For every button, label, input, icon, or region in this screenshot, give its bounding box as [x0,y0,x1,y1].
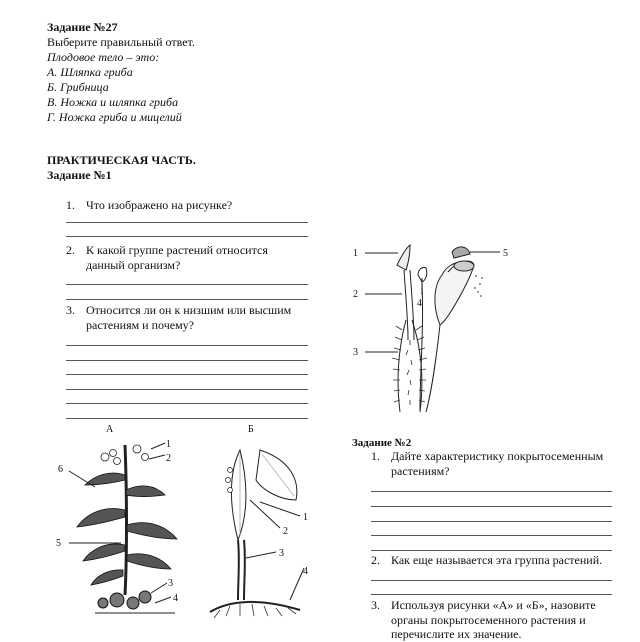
question-number: 3. [371,598,380,612]
plant-a-label: 2 [166,453,171,464]
question-text: перечислите их значение. [391,627,522,641]
question-number: 2. [66,243,75,257]
answer-line[interactable] [66,360,308,361]
question-text: К какой группе растений относится [86,243,268,257]
answer-line[interactable] [66,389,308,390]
task27-option: А. Шляпка гриба [47,65,133,79]
lily-plant-illustration [200,440,320,620]
answer-line[interactable] [66,418,308,419]
question-text: данный организм? [86,258,181,272]
figure-b-title: Б [248,424,254,435]
answer-line[interactable] [371,491,612,492]
moss-label: 2 [353,289,358,300]
task27-option: В. Ножка и шляпка гриба [47,95,179,109]
question-text: Как еще называется эта группа растений. [391,553,603,567]
answer-line[interactable] [66,236,308,237]
answer-line[interactable] [371,506,612,507]
plant-a-label: 5 [56,538,61,549]
question-text: растениям и почему? [86,318,194,332]
answer-line[interactable] [371,521,612,522]
plant-a-label: 3 [168,578,173,589]
moss-label: 4 [417,298,422,309]
task27-title: Задание №27 [47,20,118,34]
answer-line[interactable] [66,222,308,223]
question-text: органы покрытосеменного растения и [391,613,586,627]
figure-a-title: А [106,424,114,435]
plant-b-label: 1 [303,512,308,523]
answer-line[interactable] [371,550,612,551]
question-number: 3. [66,303,75,317]
question-number: 1. [371,449,380,463]
moss-label: 1 [353,248,358,259]
task27-option: Г. Ножка гриба и мицелий [47,110,182,124]
question-text: растениям? [391,464,450,478]
question-number: 1. [66,198,75,212]
answer-line[interactable] [371,594,612,595]
plant-b-label: 2 [283,526,288,537]
answer-line[interactable] [371,580,612,581]
plant-b-label: 4 [303,566,308,577]
answer-line[interactable] [66,345,308,346]
task27-instruction: Выберите правильный ответ. [47,35,195,49]
answer-line[interactable] [66,403,308,404]
task27-option: Б. Грибница [47,80,109,94]
plant-b-label: 3 [279,548,284,559]
question-text: Используя рисунки «А» и «Б», назовите [391,598,596,612]
plant-a-label: 6 [58,464,63,475]
answer-line[interactable] [66,284,308,285]
task1-title: Задание №1 [47,168,112,182]
question-text: Что изображено на рисунке? [86,198,233,212]
task27-question: Плодовое тело – это: [47,50,160,64]
moss-label: 3 [353,347,358,358]
answer-line[interactable] [66,374,308,375]
plant-a-label: 1 [166,439,171,450]
plant-a-label: 4 [173,593,178,604]
task2-title: Задание №2 [352,437,412,449]
moss-illustration [340,240,520,420]
moss-label: 5 [503,248,508,259]
practical-heading: ПРАКТИЧЕСКАЯ ЧАСТЬ. [47,153,196,167]
question-number: 2. [371,553,380,567]
answer-line[interactable] [66,299,308,300]
answer-line[interactable] [371,535,612,536]
question-text: Дайте характеристику покрытосеменным [391,449,604,463]
question-text: Относится ли он к низшим или высшим [86,303,292,317]
